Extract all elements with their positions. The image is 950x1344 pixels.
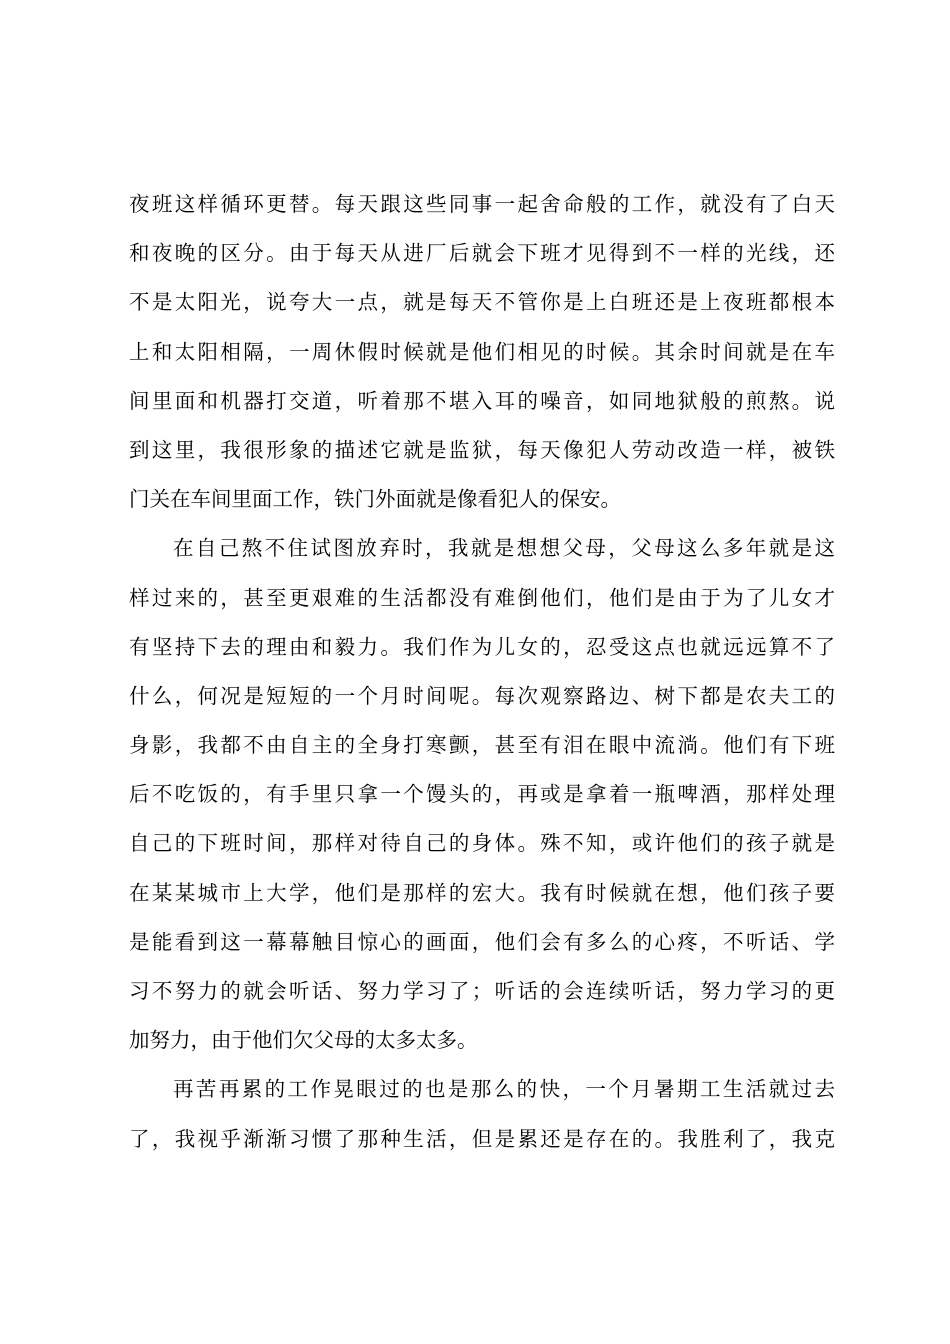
text-line: 身影，我都不由自主的全身打寒颤，甚至有泪在眼中流淌。他们有下班 [129, 733, 835, 758]
text-line: 什么，何况是短短的一个月时间呢。每次观察路边、树下都是农夫工的 [129, 683, 835, 708]
text-line: 样过来的，甚至更艰难的生活都没有难倒他们，他们是由于为了儿女才 [129, 585, 835, 610]
text-line: 间里面和机器打交道，听着那不堪入耳的噪音，如同地狱般的煎熬。说 [129, 388, 835, 413]
text-line: 夜班这样循环更替。每天跟这些同事一起舍命般的工作，就没有了白天 [129, 192, 835, 216]
text-line: 有坚持下去的理由和毅力。我们作为儿女的，忍受这点也就远远算不了 [129, 634, 835, 659]
text-line: 再苦再累的工作晃眼过的也是那么的快，一个月暑期工生活就过去 [173, 1077, 835, 1102]
text-line: 是能看到这一幕幕触目惊心的画面，他们会有多么的心疼，不听话、学 [129, 929, 835, 954]
text-line: 了，我视乎渐渐习惯了那种生活，但是累还是存在的。我胜利了，我克 [129, 1126, 835, 1151]
text-line: 自己的下班时间，那样对待自己的身体。殊不知，或许他们的孩子就是 [129, 831, 835, 856]
text-line: 习不努力的就会听话、努力学习了；听话的会连续听话，努力学习的更 [129, 979, 835, 1003]
text-line: 后不吃饭的，有手里只拿一个馒头的，再或是拿着一瓶啤酒，那样处理 [129, 782, 835, 807]
text-line: 到这里，我很形象的描述它就是监狱，每天像犯人劳动改造一样，被铁 [129, 437, 835, 462]
text-line: 在自己熬不住试图放弃时，我就是想想父母，父母这么多年就是这 [173, 536, 835, 561]
text-line: 门关在车间里面工作，铁门外面就是像看犯人的保安。 [129, 487, 621, 512]
text-line: 加努力，由于他们欠父母的太多太多。 [129, 1028, 478, 1053]
text-line: 和夜晚的区分。由于每天从进厂后就会下班才见得到不一样的光线，还 [129, 241, 835, 266]
text-line: 在某某城市上大学，他们是那样的宏大。我有时候就在想，他们孩子要 [129, 880, 835, 905]
text-line: 不是太阳光，说夸大一点，就是每天不管你是上白班还是上夜班都根本 [129, 290, 835, 315]
document-body [129, 180, 835, 1164]
text-line: 上和太阳相隔，一周休假时候就是他们相见的时候。其余时间就是在车 [129, 339, 835, 364]
